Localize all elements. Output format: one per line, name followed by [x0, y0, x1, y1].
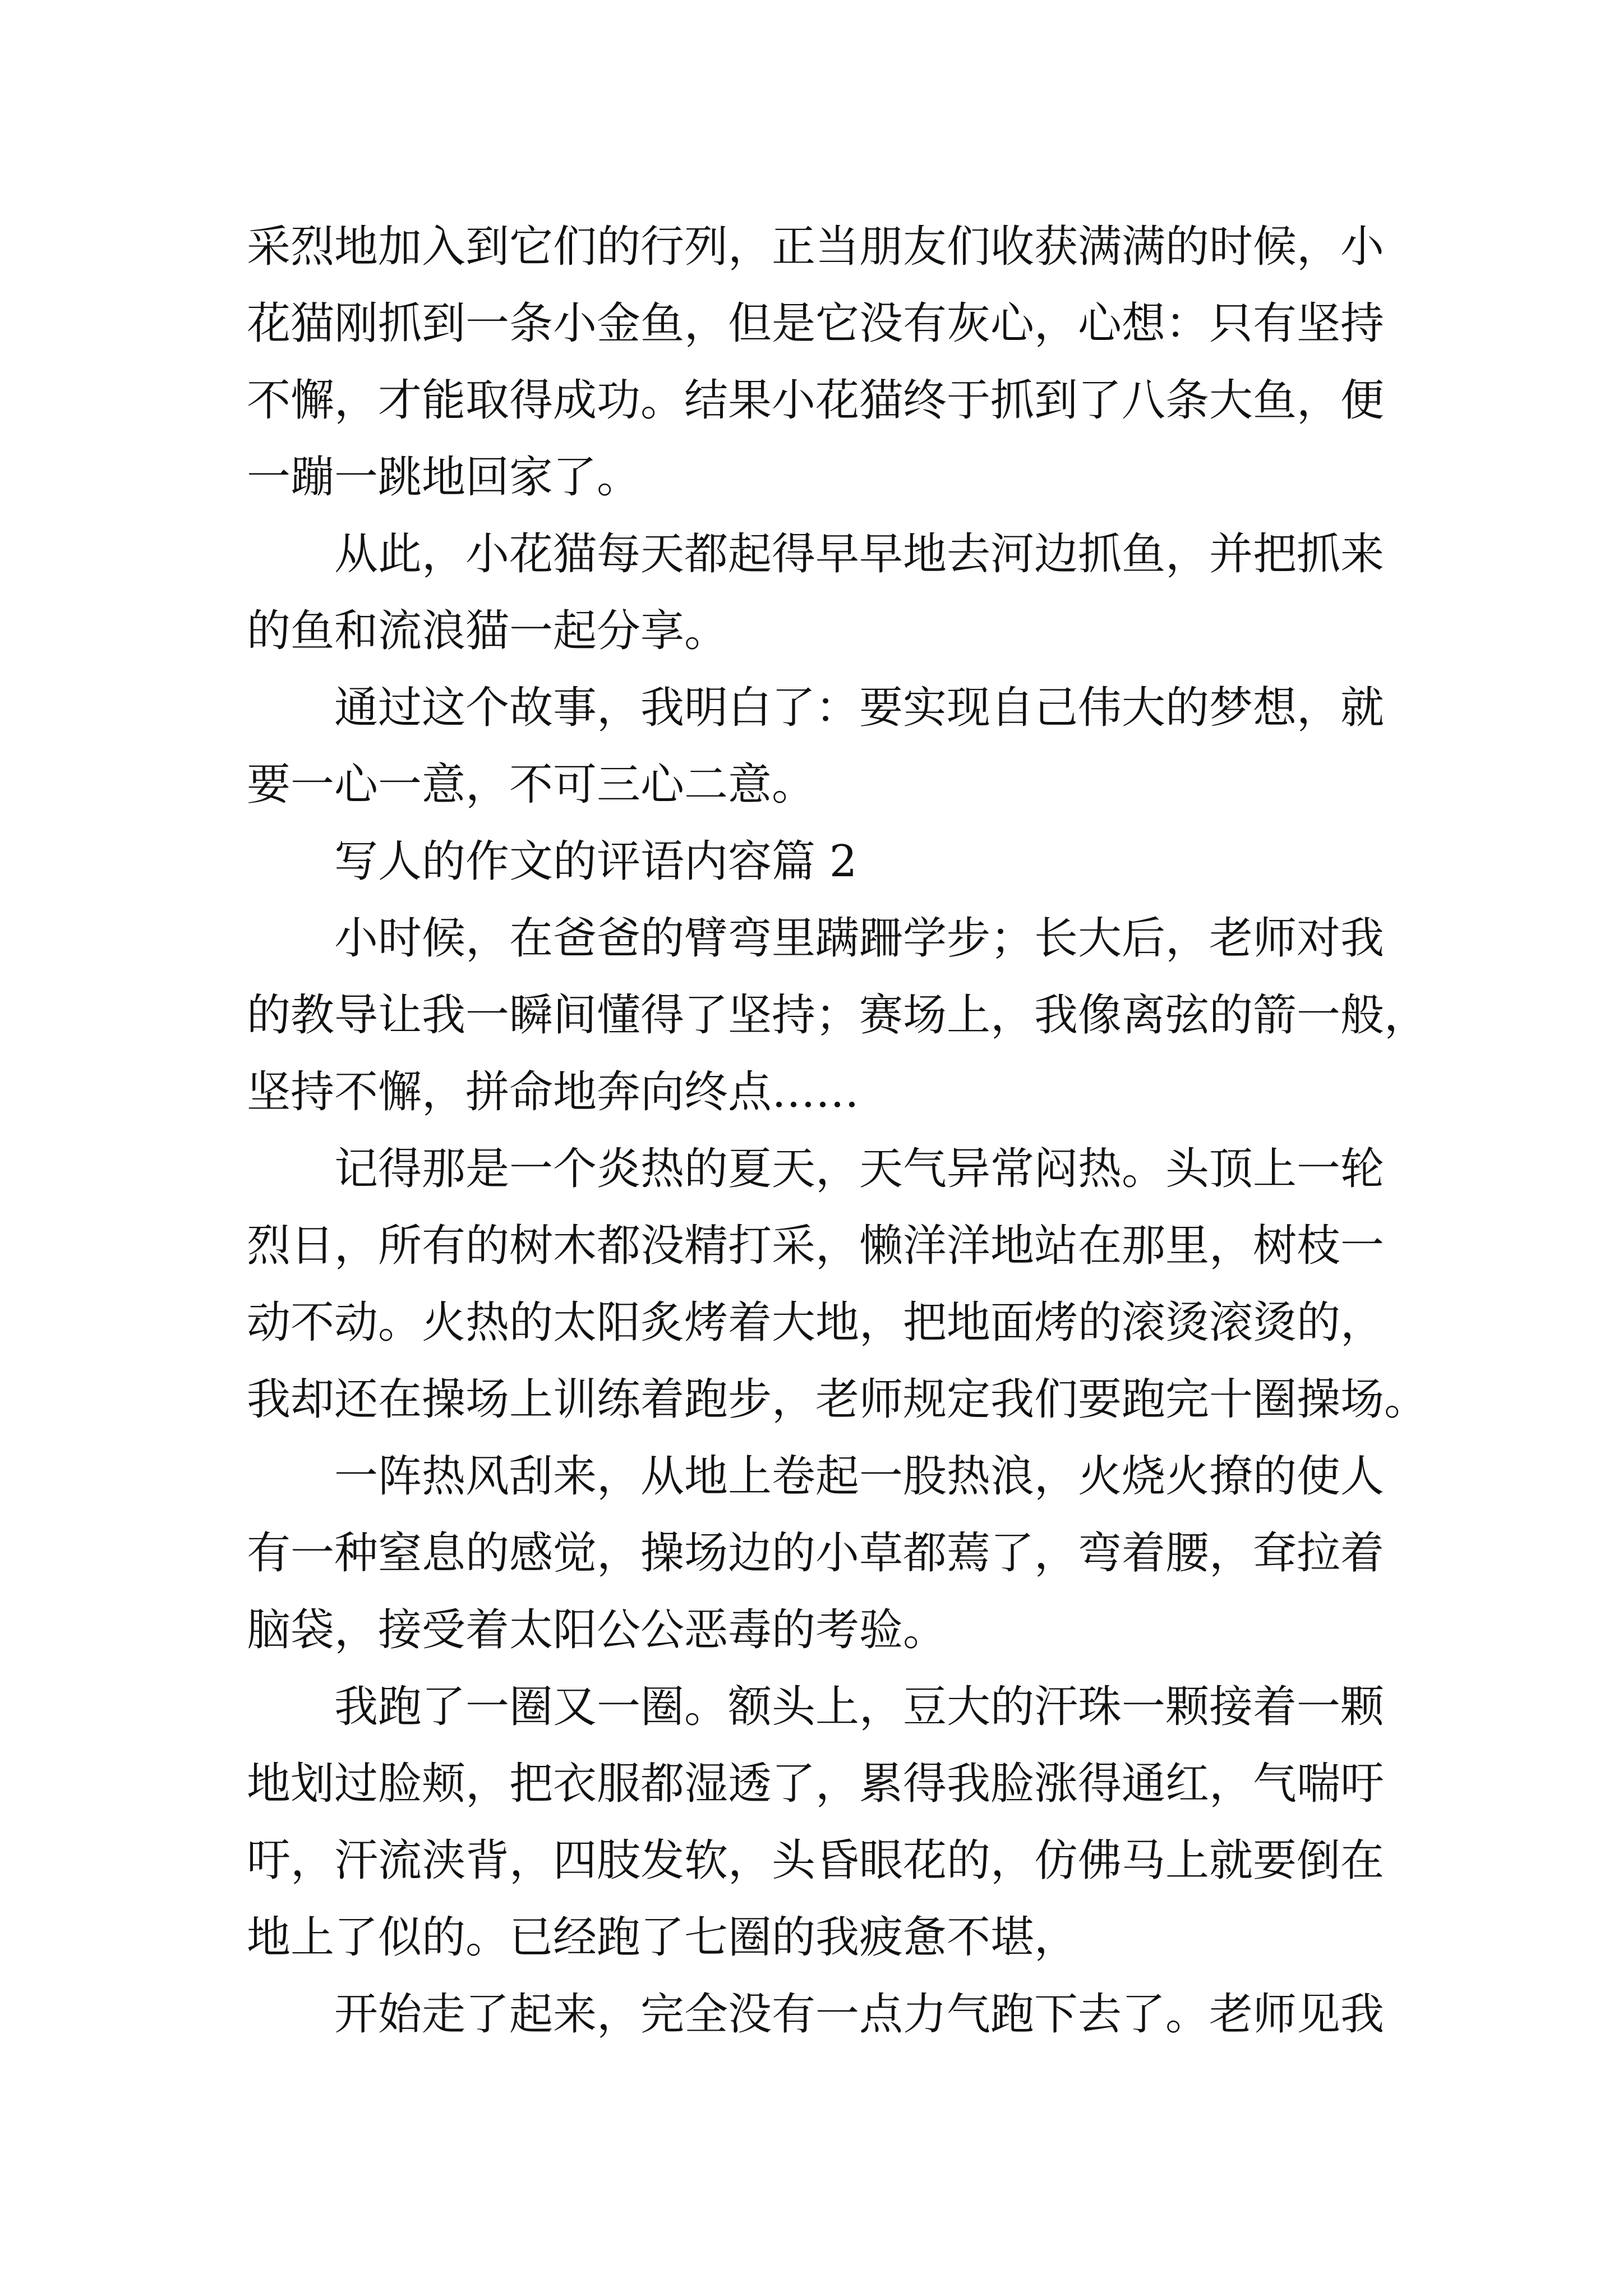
text-line: 不懈，才能取得成功。结果小花猫终于抓到了八条大鱼，便: [247, 375, 1385, 426]
paragraph: [247, 1131, 1428, 1438]
paragraph: [247, 670, 1385, 823]
text-line: 一蹦一跳地回家了。: [247, 452, 641, 503]
text-line: 吁，汗流浃背，四肢发软，头昏眼花的，仿佛马上就要倒在: [247, 1835, 1385, 1886]
paragraph: [247, 516, 1385, 670]
paragraph: [247, 1438, 1385, 1669]
text-line: 的教导让我一瞬间懂得了坚持；赛场上，我像离弦的箭一般，: [247, 990, 1428, 1041]
paragraph: [247, 209, 1385, 516]
text-line: 动不动。火热的太阳炙烤着大地，把地面烤的滚烫滚烫的，: [247, 1297, 1385, 1348]
text-line: 采烈地加入到它们的行列，正当朋友们收获满满的时候，小: [247, 222, 1385, 272]
text-line: 小时候，在爸爸的臂弯里蹒跚学步；长大后，老师对我: [334, 913, 1385, 964]
text-line: 地上了似的。已经跑了七圈的我疲惫不堪，: [247, 1912, 1078, 1963]
text-line: 记得那是一个炎热的夏天，天气异常闷热。头顶上一轮: [334, 1144, 1385, 1194]
text-line: 脑袋，接受着太阳公公恶毒的考验。: [247, 1605, 947, 1655]
paragraph: [247, 900, 1428, 1131]
text-line: 一阵热风刮来，从地上卷起一股热浪，火烧火撩的使人: [334, 1451, 1385, 1502]
text-line: 有一种窒息的感觉，操场边的小草都蔫了，弯着腰，耷拉着: [247, 1528, 1385, 1579]
text-line: 开始走了起来，完全没有一点力气跑下去了。老师见我: [334, 1989, 1385, 2040]
paragraph: [247, 1976, 1385, 2053]
text-line: 烈日，所有的树木都没精打采，懒洋洋地站在那里，树枝一: [247, 1221, 1385, 1271]
text-line: 我却还在操场上训练着跑步，老师规定我们要跑完十圈操场。: [247, 1374, 1428, 1425]
text-line: 的鱼和流浪猫一起分享。: [247, 606, 728, 656]
document-body: [247, 209, 1428, 2053]
text-line: 我跑了一圈又一圈。额头上，豆大的汗珠一颗接着一颗: [334, 1682, 1385, 1732]
heading-line: 写人的作文的评语内容篇 2: [334, 836, 857, 887]
text-line: 从此，小花猫每天都起得早早地去河边抓鱼，并把抓来: [334, 529, 1385, 579]
text-line: 要一心一意，不可三心二意。: [247, 760, 816, 810]
paragraph: [247, 1669, 1385, 1976]
text-line: 花猫刚抓到一条小金鱼，但是它没有灰心，心想：只有坚持: [247, 298, 1385, 349]
text-line: 坚持不懈，拼命地奔向终点……: [247, 1067, 860, 1117]
text-line: 通过这个故事，我明白了：要实现自己伟大的梦想，就: [334, 683, 1385, 733]
text-line: 地划过脸颊，把衣服都湿透了，累得我脸涨得通红，气喘吁: [247, 1759, 1385, 1809]
section-heading: [247, 823, 1385, 900]
